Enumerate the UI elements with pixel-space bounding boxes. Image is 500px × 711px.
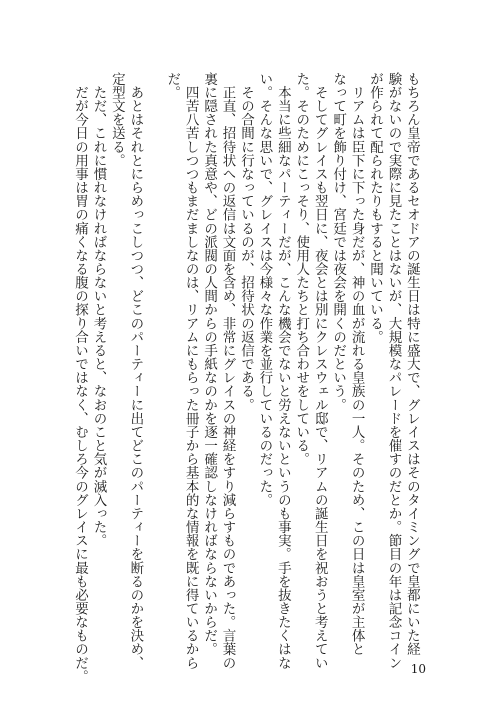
text-column: 正直、招待状への返信は文面を含め、非常にグレイスの神経をすり減らすものであった。言葉の <box>219 72 236 670</box>
page-number: 10 <box>410 662 426 676</box>
text-column: だが今日の用事は胃の痛くなる腹の探り合いではなく、むしろ今のグレイスに最も必要なものだ。 <box>72 72 88 684</box>
text-column: あとはそれとにらめっこしつつ、どこのパーティーに出てどこのパーティーを断るのかを決め、 <box>127 72 144 670</box>
text-column: が作られて配られたりもすると聞いている。 <box>367 72 383 344</box>
text-column: い。そんな思いで、グレイスは今様々な作業を並行しているのだった。 <box>256 72 273 507</box>
text-column: 裏に隠された真意や、どの派閥の人間からの手紙なのかを逐一確認しなければならないからだ。 <box>201 72 218 656</box>
text-column: た。そのためにこっそり、使用人たちと打ち合わせをしている。 <box>293 72 310 466</box>
text-column: なって町を飾り付け、宮廷では夜会を開くのだという。 <box>330 72 347 412</box>
text-column: 四苦八苦しつつもまだましなのは、リアムにもらった冊子から基本的な情報を既に得ているから <box>182 72 199 670</box>
text-column: 本当に些細なパーティーだが、こんな機会でないと労えないというのも事実。手を抜きたくはな <box>274 72 291 670</box>
text-column: もちろん皇帝であるセオドアの誕生日は特に盛大で、グレイスはそのタイミングで皇都にいた経 <box>403 72 420 656</box>
text-column: そしてグレイスも翌日に、夜会とは別にクレスウェル邸で、リアムの誕生日を祝おうと考えてい <box>311 72 328 670</box>
text-column: だ。 <box>164 72 181 100</box>
text-column: リアムは臣下に下った身だが、神の血が流れる皇族の一人。そのため、この日は皇室が主体と <box>348 72 365 656</box>
text-column: 定型文を送る。 <box>108 72 125 168</box>
text-column: 験がないので実際に見たことはないが、大規模なパレードを催すのだとか。節目の年は記念コイン <box>385 72 402 670</box>
text-column: その合間に行なっているのが、招待状の返信である。 <box>237 72 254 412</box>
text-column: ただ、これに慣れなければならないと考えると、なおのこと気が滅入った。 <box>90 72 107 548</box>
